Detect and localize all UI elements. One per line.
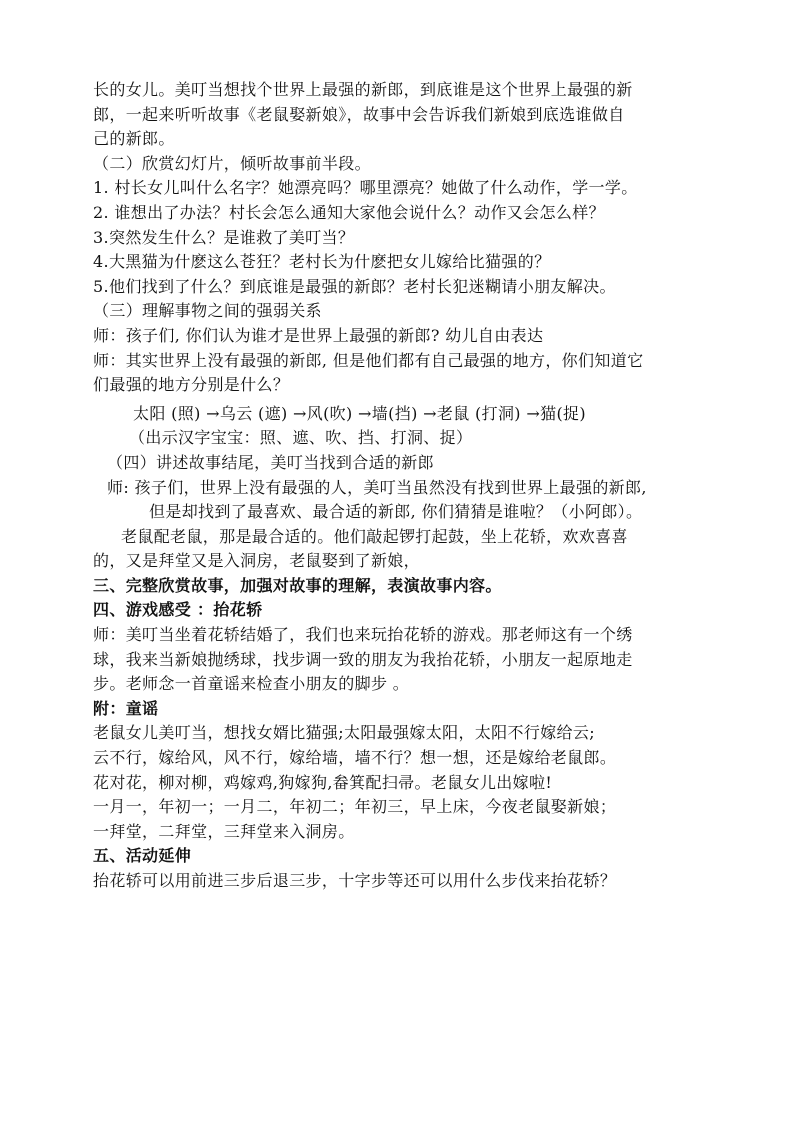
- rhyme-line: 一拜堂，二拜堂，三拜堂来入洞房。: [93, 821, 355, 841]
- section-heading-bold: 五、活动延伸: [93, 846, 192, 866]
- question-item: 2. 谁想出了办法？村长会怎么通知大家他会说什么？动作又会怎么样？: [93, 202, 605, 222]
- character-hint: （出示汉字宝宝：照、遮、吹、挡、打洞、捉）: [129, 428, 473, 448]
- body-line: 郎，一起来听听故事《老鼠娶新娘》，故事中会告诉我们新娘到底选谁做自: [93, 104, 625, 124]
- section-heading: （二）欣赏幻灯片，倾听故事前半段。: [93, 153, 371, 173]
- section-heading-bold: 附：童谣: [93, 698, 159, 718]
- document-page: [93, 78, 723, 894]
- question-item: 3.突然发生什么？是谁救了美叮当？: [93, 227, 355, 247]
- body-line: 己的新郎。: [93, 129, 175, 149]
- section-heading: （四）讲述故事结尾，美叮当找到合适的新郎: [107, 452, 435, 472]
- body-line: 球，我来当新娘抛绣球，找步调一致的朋友为我抬花轿，小朋友一起原地走: [93, 649, 633, 669]
- body-line: 师：美叮当坐着花轿结婚了，我们也来玩抬花轿的游戏。那老师这有一个绣: [93, 625, 633, 645]
- question-item: 5.他们找到了什么？到底谁是最强的新郎？老村长犯迷糊请小朋友解决。: [93, 276, 616, 296]
- body-line: 老鼠配老鼠，那是最合适的。他们敲起锣打起鼓，坐上花轿，欢欢喜喜: [121, 526, 628, 546]
- body-line: 师：孩子们, 你们认为谁才是世界上最强的新郎? 幼儿自由表达: [93, 325, 544, 345]
- body-line: 但是却找到了最喜欢、最合适的新郎, 你们猜猜是谁啦？（小阿郎）。: [149, 502, 643, 522]
- section-heading-bold: 四、游戏感受 ：抬花轿: [93, 600, 263, 620]
- body-line: 师: 孩子们，世界上没有最强的人，美叮当虽然没有找到世界上最强的新郎,: [107, 477, 647, 497]
- body-line: 抬花轿可以用前进三步后退三步，十字步等还可以用什么步伐来抬花轿？: [93, 871, 617, 890]
- question-item: 1. 村长女儿叫什么名字？她漂亮吗？哪里漂亮？她做了什么动作，学一学。: [93, 178, 638, 198]
- rhyme-line: 一月一，年初一；一月二，年初二；年初三，早上床，今夜老鼠娶新娘；: [93, 797, 617, 817]
- body-line: 的，又是拜堂又是入洞房，老鼠娶到了新娘，: [93, 551, 421, 571]
- body-line: 步。老师念一首童谣来检查小朋友的脚步 。: [93, 674, 410, 694]
- rhyme-line: 花对花，柳对柳，鸡嫁鸡,狗嫁狗,畚箕配扫帚。老鼠女儿出嫁啦!: [93, 772, 553, 792]
- relation-chain: 太阳 (照) →乌云 (遮) →风(吹) →墙(挡) →老鼠 (打洞) →猫(捉): [133, 403, 586, 423]
- section-heading: （三）理解事物之间的强弱关系: [93, 301, 322, 321]
- body-line: 长的女儿。美叮当想找个世界上最强的新郎，到底谁是这个世界上最强的新: [93, 80, 633, 99]
- question-item: 4.大黑猫为什麽这么苍狂？老村长为什麽把女儿嫁给比猫强的？: [93, 252, 551, 272]
- rhyme-line: 老鼠女儿美叮当，想找女婿比猫强;太阳最强嫁太阳，太阳不行嫁给云;: [93, 723, 595, 743]
- rhyme-line: 云不行，嫁给风，风不行，嫁给墙，墙不行？想一想，还是嫁给老鼠郎。: [93, 748, 617, 768]
- body-line: 们最强的地方分别是什么？: [93, 375, 290, 395]
- body-line: 师：其实世界上没有最强的新郎, 但是他们都有自己最强的地方，你们知道它: [93, 350, 644, 370]
- section-heading-bold: 三、完整欣赏故事，加强对故事的理解，表演故事内容。: [93, 575, 502, 595]
